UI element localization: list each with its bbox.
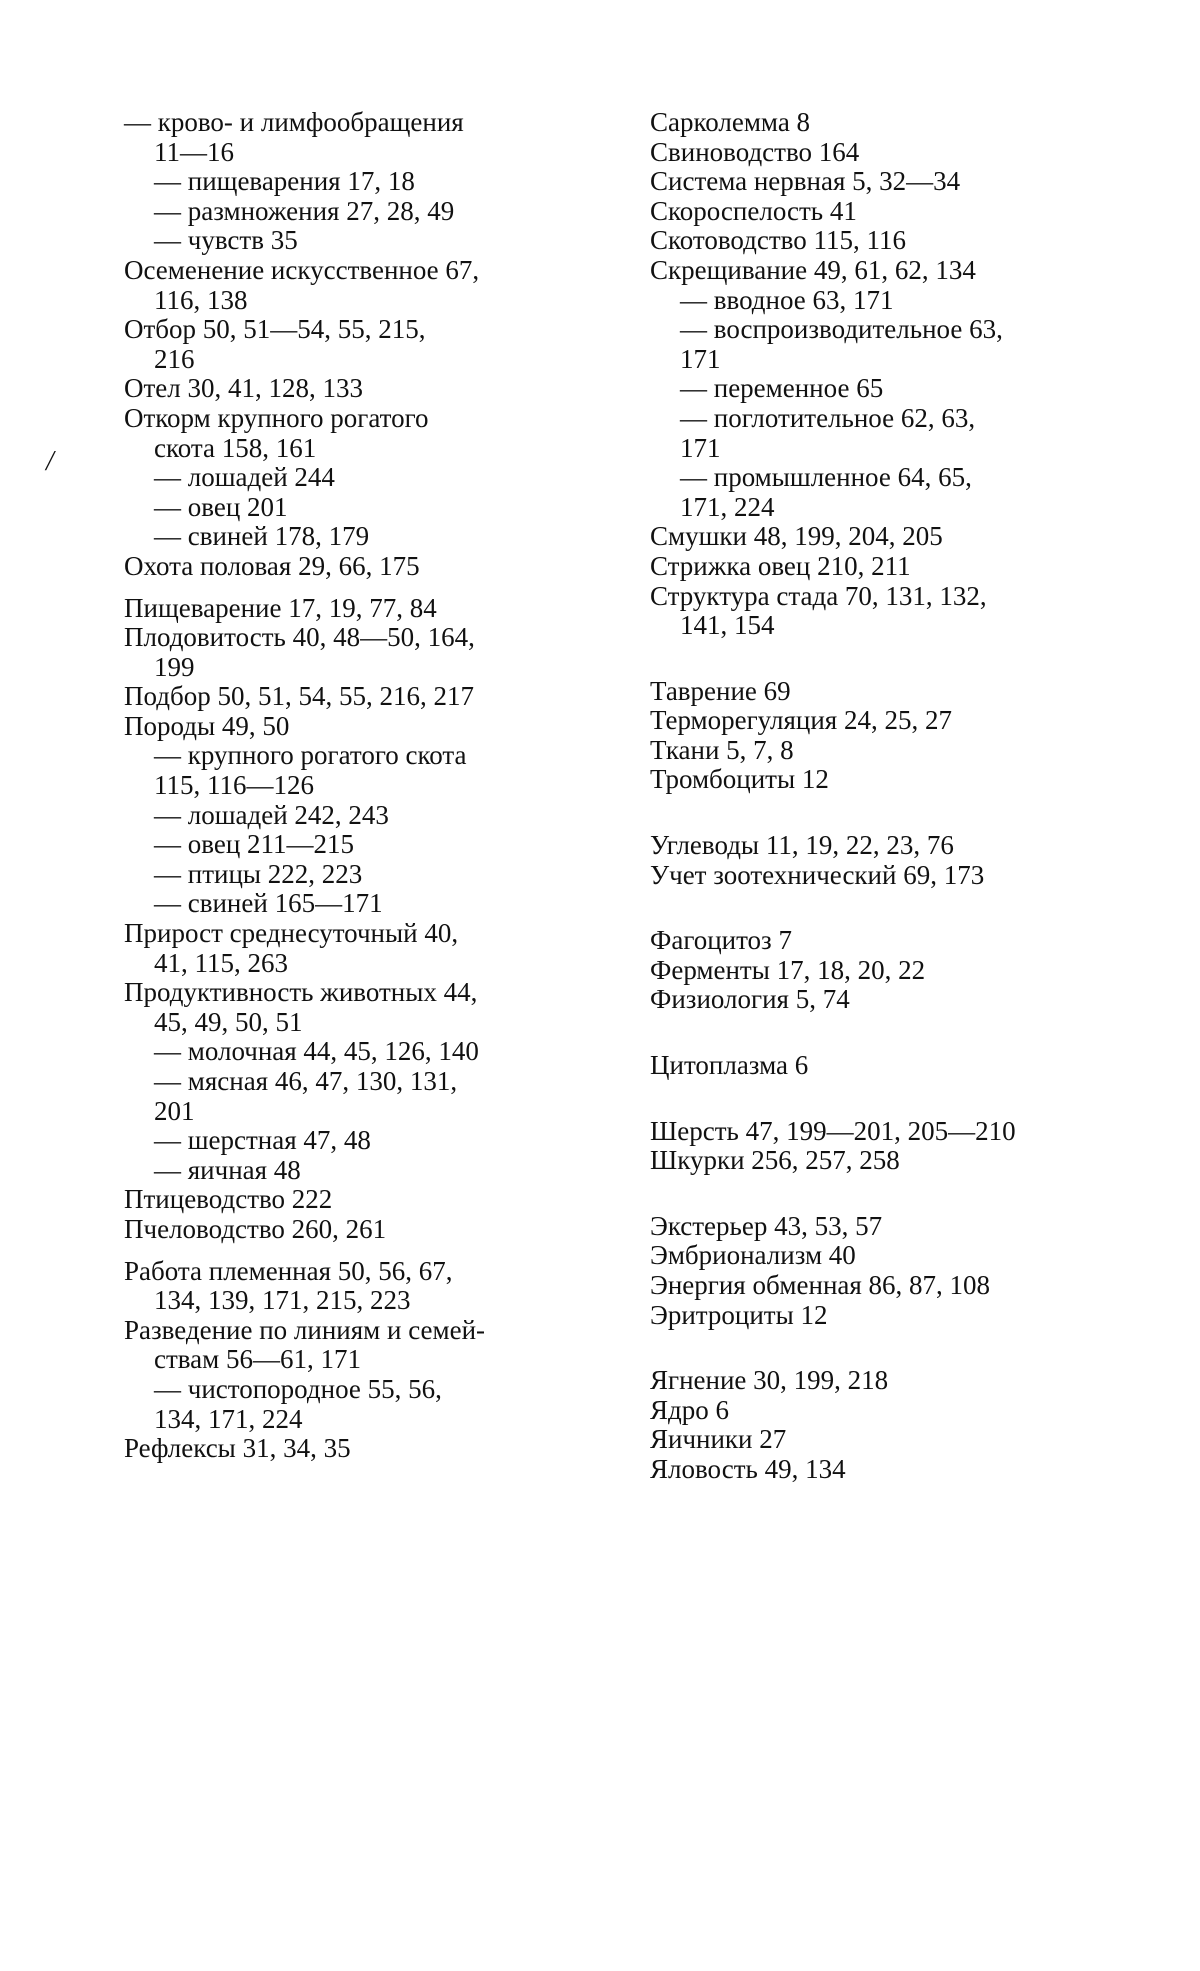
index-entry: Птицеводство 222 [124,1184,333,1215]
index-entry: Шкурки 256, 257, 258 [650,1145,900,1176]
index-entry: Откорм крупного рогатого [124,402,429,433]
index-subentry: — мясная 46, 47, 130, 131, [154,1066,458,1096]
index-subentry: — размножения 27, 28, 49 [154,195,455,226]
section-gap [650,890,1102,926]
section-gap [650,1176,1102,1212]
index-subentry: — свиней 165—171 [154,888,383,919]
index-entry: Скрещивание 49, 61, 62, 134 [650,254,976,285]
index-entry: Скороспелость 41 [650,195,857,226]
index-entry: Охота половая 29, 66, 175 [124,550,420,581]
index-entry: Эмбрионализм 40 [650,1240,856,1271]
index-entry: Работа племенная 50, 56, 67, [124,1255,453,1286]
index-subentry: — овец 201 [154,491,288,522]
index-subentry: — яичная 48 [154,1154,301,1185]
index-entry: Экстерьер 43, 53, 57 [650,1210,883,1241]
section-gap [650,1081,1102,1117]
index-entry: Энергия обменная 86, 87, 108 [650,1270,991,1300]
index-entry: Структура стада 70, 131, 132, [650,580,987,611]
stray-mark: / [46,446,54,477]
index-entry: Породы 49, 50 [124,710,290,741]
index-subentry: — чувств 35 [154,225,298,256]
section-gap [650,795,1102,831]
index-entry: Учет зоотехнический 69, 173 [650,859,985,890]
index-entry: Тромбоциты 12 [650,764,829,795]
index-entry: Шерсть 47, 199—201, 205—210 [650,1115,1016,1146]
index-entry-continuation: 171, 224 [680,491,775,522]
index-entry: Цитоплазма 6 [650,1050,809,1081]
index-entry-continuation: ствам 56—61, 171 [154,1344,361,1375]
section-gap [650,1015,1102,1051]
index-entry: Скотоводство 115, 116 [650,225,906,256]
index-column-right [650,108,1102,1485]
index-subentry: — воспроизводительное 63, [680,314,1003,345]
index-subentry: — переменное 65 [680,373,884,404]
index-entry: Ягнение 30, 199, 218 [650,1365,889,1396]
index-entry: Стрижка овец 210, 211 [650,550,911,581]
index-entry-continuation: 171 [680,432,721,463]
index-entry: Яловость 49, 134 [650,1453,846,1484]
index-entry: Пищеварение 17, 19, 77, 84 [124,592,437,623]
index-entry: Смушки 48, 199, 204, 205 [650,521,943,552]
index-entry-continuation: 134, 171, 224 [154,1403,303,1434]
index-entry: Ткани 5, 7, 8 [650,734,794,765]
index-entry-continuation: 171 [680,343,721,374]
index-subentry: — поглотительное 62, 63, [680,402,976,433]
index-entry-continuation: 41, 115, 263 [154,947,288,978]
index-entry: — крово- и лимфообращения [124,107,464,137]
index-entry: Плодовитость 40, 48—50, 164, [124,622,475,653]
index-subentry: — птицы 222, 223 [154,858,363,889]
index-entry: Осеменение искусственное 67, [124,254,480,285]
index-entry-continuation: 199 [154,651,195,682]
index-entry-continuation: скота 158, 161 [154,432,317,463]
index-entry: Фагоцитоз 7 [650,925,792,956]
index-subentry: — крупного рогатого скота [154,740,467,771]
index-subentry: — пищеварения 17, 18 [154,166,415,197]
index-subentry: — свиней 178, 179 [154,521,370,552]
index-entry: Углеводы 11, 19, 22, 23, 76 [650,830,954,861]
section-gap [124,1245,564,1257]
index-entry-continuation: 116, 138 [154,284,248,315]
index-entry-continuation: 11—16 [154,136,234,167]
index-entry: Рефлексы 31, 34, 35 [124,1433,351,1464]
index-entry: Система нервная 5, 32—34 [650,166,961,197]
index-entry-continuation: 134, 139, 171, 215, 223 [154,1285,411,1316]
index-entry-continuation: 141, 154 [680,610,775,641]
index-entry-continuation: 45, 49, 50, 51 [154,1006,303,1037]
index-entry: Ядро 6 [650,1394,729,1425]
index-entry-continuation: 201 [154,1095,195,1126]
section-gap [124,582,564,594]
index-entry: Физиология 5, 74 [650,984,850,1015]
index-subentry: — лошадей 242, 243 [154,799,389,830]
index-subentry: — вводное 63, 171 [680,284,894,315]
index-entry-continuation: 115, 116—126 [154,770,314,801]
section-gap [650,641,1102,677]
index-subentry: — шерстная 47, 48 [154,1125,371,1156]
index-entry: Свиноводство 164 [650,136,860,167]
index-entry: Яичники 27 [650,1424,787,1455]
index-entry: Отел 30, 41, 128, 133 [124,373,364,404]
index-entry: Продуктивность животных 44, [124,977,478,1008]
index-entry: Сарколемма 8 [650,107,811,137]
index-entry: Ферменты 17, 18, 20, 22 [650,954,926,985]
index-entry: Терморегуляция 24, 25, 27 [650,705,952,736]
index-entry: Прирост среднесуточный 40, [124,918,459,949]
section-gap [650,1330,1102,1366]
index-subentry: — овец 211—215 [154,829,355,860]
index-subentry: — промышленное 64, 65, [680,462,972,493]
index-subentry: — чистопородное 55, 56, [154,1373,442,1404]
index-subentry: — молочная 44, 45, 126, 140 [154,1036,479,1067]
index-entry: Разведение по линиям и семей- [124,1314,486,1345]
index-entry-continuation: 216 [154,343,195,374]
index-column-left [124,108,564,1464]
index-entry: Пчеловодство 260, 261 [124,1213,387,1244]
index-entry: Таврение 69 [650,675,791,706]
index-entry: Отбор 50, 51—54, 55, 215, [124,314,426,345]
index-entry: Эритроциты 12 [650,1299,828,1330]
index-entry: Подбор 50, 51, 54, 55, 216, 217 [124,681,474,712]
index-subentry: — лошадей 244 [154,462,335,493]
